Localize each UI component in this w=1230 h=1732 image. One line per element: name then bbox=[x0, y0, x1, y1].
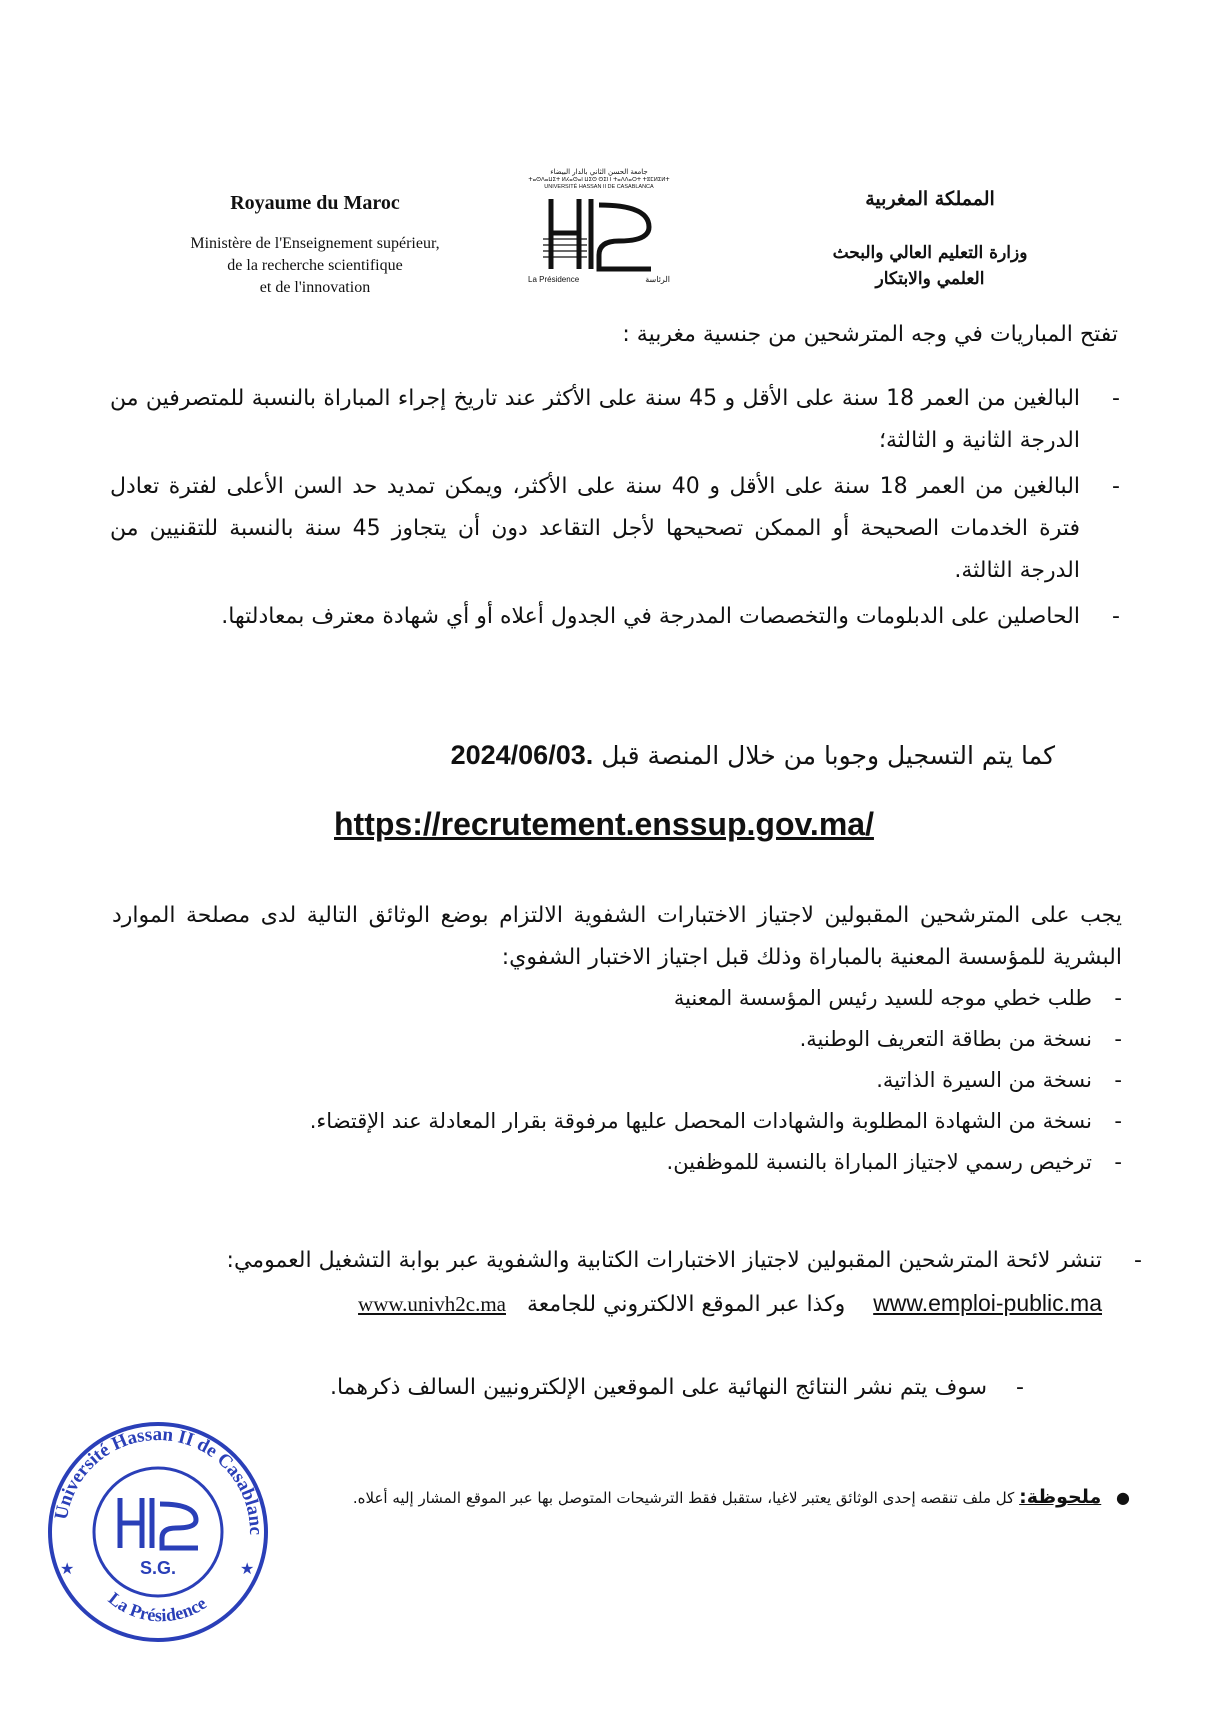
eligibility-intro: تفتح المباريات في وجه المترشحين من جنسية مغربية : bbox=[622, 322, 1118, 347]
stamp-h2-emblem-icon bbox=[120, 1498, 198, 1548]
logo-presidence-ar: الرئاسة bbox=[645, 275, 670, 284]
fr-kingdom: Royaume du Maroc bbox=[230, 192, 400, 214]
final-dash: - bbox=[1016, 1375, 1024, 1400]
h2-emblem-icon bbox=[539, 195, 659, 273]
ar-ministry-line-1: وزارة التعليم العالي والبحث bbox=[832, 243, 1028, 263]
publication-middle-text: وكذا عبر الموقع الالكتروني للجامعة bbox=[526, 1292, 846, 1317]
ar-kingdom: المملكة المغربية bbox=[865, 188, 995, 210]
required-documents bbox=[112, 978, 1122, 1183]
condition-item: - البالغين من العمر 18 سنة على الأقل و 40 سنة على الأكثر، ويمكن تمديد حد السن الأعلى لفترة تعادل فترة الخدمات الصحيحة أو الممكن تصحيحها لأجل التقاعد دون أن يتجاوز 45 سنة بالنسبة للتقنيين من الدرجة الثالثة. bbox=[110, 466, 1120, 592]
stamp-star-left-icon: ★ bbox=[60, 1559, 75, 1578]
document-item: - نسخة من السيرة الذاتية. bbox=[112, 1060, 1122, 1101]
note-bullet-icon: ● bbox=[1116, 1488, 1130, 1507]
documents-intro: يجب على المترشحين المقبولين لاجتياز الاختبارات الشفوية الالتزام بوضع الوثائق التالية لدى مصلحة الموارد البشرية للمؤسسة المعنية بالمباراة وذلك قبل اجتياز الاختبار الشفوي: bbox=[112, 903, 1122, 970]
registration-deadline bbox=[255, 740, 1055, 771]
logo-arabic-name: جامعة الحسن الثاني بالدار البيضاء bbox=[550, 168, 648, 176]
note-label: ملحوظة: bbox=[1019, 1486, 1102, 1508]
fr-ministry-line-3: et de l'innovation bbox=[259, 279, 371, 296]
header-arabic bbox=[780, 188, 1080, 292]
final-results-notice bbox=[224, 1375, 1024, 1400]
stamp-ring-textpath: Université Hassan II de Casablanc bbox=[50, 1424, 267, 1536]
ar-ministry-line-2: العلمي والابتكار bbox=[875, 269, 985, 289]
publication-text: تنشر لائحة المترشحين المقبولين لاجتياز الاختبارات الكتابية والشفوية عبر بوابة التشغيل العمومي: bbox=[226, 1248, 1102, 1273]
registration-text: كما يتم التسجيل وجوبا من خلال المنصة قبل bbox=[601, 741, 1055, 770]
fr-ministry-line-1: Ministère de l'Enseignement supérieur, bbox=[190, 235, 440, 252]
stamp-center-text: S.G. bbox=[139, 1558, 177, 1578]
document-item: - نسخة من بطاقة التعريف الوطنية. bbox=[112, 1019, 1122, 1060]
presidence-stamp bbox=[38, 1414, 278, 1644]
eligibility-conditions bbox=[110, 378, 1120, 642]
fr-ministry-line-2: de la recherche scientifique bbox=[227, 257, 403, 274]
stamp-bottom-textpath: La Présidence bbox=[104, 1588, 210, 1626]
publication-sites bbox=[102, 1282, 1142, 1326]
publication-notice bbox=[102, 1240, 1142, 1326]
deadline-date: 2024/06/03. bbox=[450, 740, 594, 770]
publication-dash: - bbox=[1134, 1248, 1142, 1273]
document-item: - ترخيص رسمي لاجتياز المباراة بالنسبة للموظفين. bbox=[112, 1142, 1122, 1183]
logo-tifinagh-name: ⵜⴰⵙⴷⴰⵡⵉⵜ ⵍⵃⴰⵙⴰⵏ ⵡⵉⵙ ⵙⵉⵏ ⵏ ⵜⴰⴷⴷⴰⵔⵜ ⵜⵓⵎⵍⵉⵍⵜ bbox=[528, 177, 670, 183]
stamp-bottom-text bbox=[105, 1588, 210, 1625]
stamp-seal-icon bbox=[38, 1414, 278, 1644]
condition-item: - البالغين من العمر 18 سنة على الأقل و 45 سنة على الأكثر عند تاريخ إجراء المباراة بالنسبة للمتصرفين من الدرجة الثانية و الثالثة؛ bbox=[110, 378, 1120, 462]
univh2c-link[interactable]: www.univh2c.ma bbox=[358, 1292, 506, 1316]
university-logo bbox=[528, 168, 670, 308]
platform-link[interactable]: https://recrutement.enssup.gov.ma/ bbox=[334, 806, 874, 842]
logo-presidence-fr: La Présidence bbox=[528, 275, 580, 284]
condition-item: - الحاصلين على الدبلومات والتخصصات المدرجة في الجدول أعلاه أو أي شهادة معترف بمعادلتها. bbox=[110, 596, 1120, 638]
emploi-public-link[interactable]: www.emploi-public.ma bbox=[873, 1290, 1102, 1316]
final-results-text: سوف يتم نشر النتائج النهائية على الموقعين الإلكترونيين السالف ذكرهما. bbox=[329, 1375, 988, 1400]
logo-french-name: UNIVERSITÉ HASSAN II DE CASABLANCA bbox=[544, 184, 654, 190]
document-item: - طلب خطي موجه للسيد رئيس المؤسسة المعنية bbox=[112, 978, 1122, 1019]
stamp-star-right-icon: ★ bbox=[240, 1559, 255, 1578]
note-text: كل ملف تنقصه إحدى الوثائق يعتبر لاغيا، ستقبل فقط الترشيحات المتوصل بها عبر الموقع المشار إليه أعلاه. bbox=[352, 1489, 1015, 1507]
header-french bbox=[160, 192, 470, 299]
document-item: - نسخة من الشهادة المطلوبة والشهادات المحصل عليها مرفوقة بقرار المعادلة عند الإقتضاء. bbox=[112, 1101, 1122, 1142]
